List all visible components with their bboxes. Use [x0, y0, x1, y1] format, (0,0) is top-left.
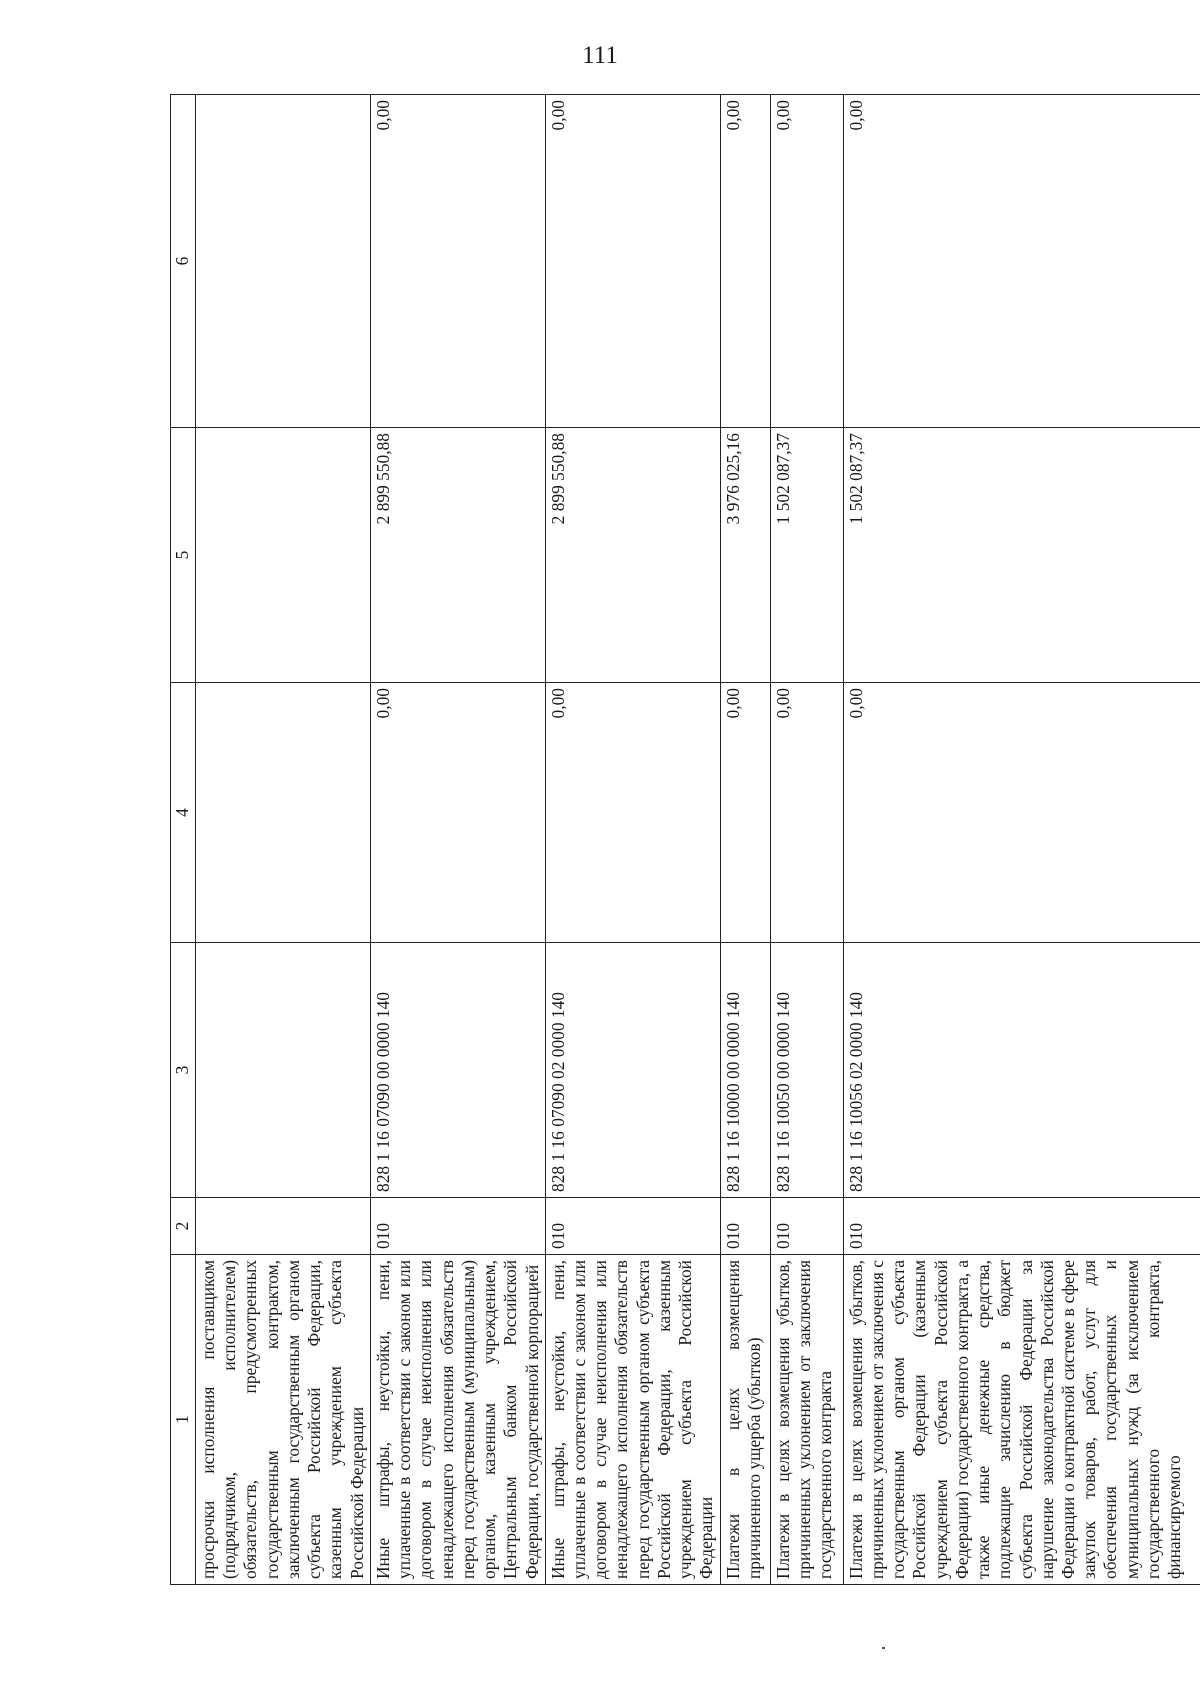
row-line-code	[196, 1198, 371, 1255]
column-header: 1	[171, 1255, 196, 1585]
row-col6-value: 0,00	[843, 95, 1200, 428]
row-line-code: 010	[370, 1198, 545, 1255]
row-col5-value: 2 899 550,88	[545, 428, 720, 683]
row-col5-value	[196, 428, 371, 683]
row-line-code: 010	[770, 1198, 843, 1255]
row-description: Иные штрафы, неустойки, пени, уплаченные в соответствии с законом или договором в случае неисполнения или ненадлежащего исполнения обязательств перед государственным органом субъекта Российской Федерации, казенным учреждением субъекта Российской Федерации	[545, 1255, 720, 1585]
row-col6-value: 0,00	[770, 95, 843, 428]
row-col5-value: 2 899 550,88	[370, 428, 545, 683]
row-col6-value: 0,00	[545, 95, 720, 428]
table-row	[370, 95, 545, 1585]
row-col6-value	[196, 95, 371, 428]
rotated-table-wrapper	[170, 95, 1185, 1585]
table-frame	[170, 95, 1185, 1585]
row-col5-value: 3 976 025,16	[720, 428, 770, 683]
row-description: Платежи в целях возмещения убытков, причиненных уклонением от заключения с государственным органом субъекта Российской Федерации (казенным учреждением субъекта Российской Федерации) государственного контракта, а также иные денежные средства, подлежащие зачислению в бюджет субъекта Российской Федерации за нарушение законодательства Российской Федерации о контрактной системе в сфере закупок товаров, работ, услуг для обеспечения государственных и муниципальных нужд (за исключением государственного контракта, финансируемого	[843, 1255, 1200, 1585]
row-col5-value: 1 502 087,37	[770, 428, 843, 683]
row-budget-code: 828 1 16 10000 00 0000 140	[720, 943, 770, 1198]
row-budget-code: 828 1 16 07090 02 0000 140	[545, 943, 720, 1198]
row-col4-value: 0,00	[843, 683, 1200, 943]
row-budget-code	[196, 943, 371, 1198]
row-budget-code: 828 1 16 07090 00 0000 140	[370, 943, 545, 1198]
row-col6-value: 0,00	[370, 95, 545, 428]
row-description: просрочки исполнения поставщиком (подрядчиком, исполнителем) обязательств, предусмотренных государственным контрактом, заключенным государственным органом субъекта Российской Федерации, казенным учреждением субъекта Российской Федерации	[196, 1255, 371, 1585]
row-col4-value: 0,00	[770, 683, 843, 943]
row-line-code: 010	[843, 1198, 1200, 1255]
page-number: 111	[582, 42, 618, 69]
row-budget-code: 828 1 16 10050 00 0000 140	[770, 943, 843, 1198]
row-col4-value: 0,00	[545, 683, 720, 943]
row-description: Платежи в целях возмещения убытков, причиненных уклонением от заключения государственного контракта	[770, 1255, 843, 1585]
column-header: 3	[171, 943, 196, 1198]
scan-speck	[882, 1647, 885, 1649]
table-row	[843, 95, 1200, 1585]
row-line-code: 010	[545, 1198, 720, 1255]
header-row	[171, 95, 196, 1585]
row-col5-value: 1 502 087,37	[843, 428, 1200, 683]
row-col4-value: 0,00	[720, 683, 770, 943]
row-budget-code: 828 1 16 10056 02 0000 140	[843, 943, 1200, 1198]
row-description: Иные штрафы, неустойки, пени, уплаченные в соответствии с законом или договором в случае неисполнения или ненадлежащего исполнения обязательств перед государственным (муниципальным) органом, казенным учреждением, Центральным банком Российской Федерации, государственной корпорацией	[370, 1255, 545, 1585]
revenue-table	[170, 94, 1200, 1585]
column-header: 5	[171, 428, 196, 683]
row-col6-value: 0,00	[720, 95, 770, 428]
row-description: Платежи в целях возмещения причиненного ущерба (убытков)	[720, 1255, 770, 1585]
column-header: 4	[171, 683, 196, 943]
row-col4-value: 0,00	[370, 683, 545, 943]
table-row	[720, 95, 770, 1585]
table-row	[545, 95, 720, 1585]
table-row	[770, 95, 843, 1585]
row-col4-value	[196, 683, 371, 943]
table-row	[196, 95, 371, 1585]
column-header: 2	[171, 1198, 196, 1255]
column-header: 6	[171, 95, 196, 428]
row-line-code: 010	[720, 1198, 770, 1255]
